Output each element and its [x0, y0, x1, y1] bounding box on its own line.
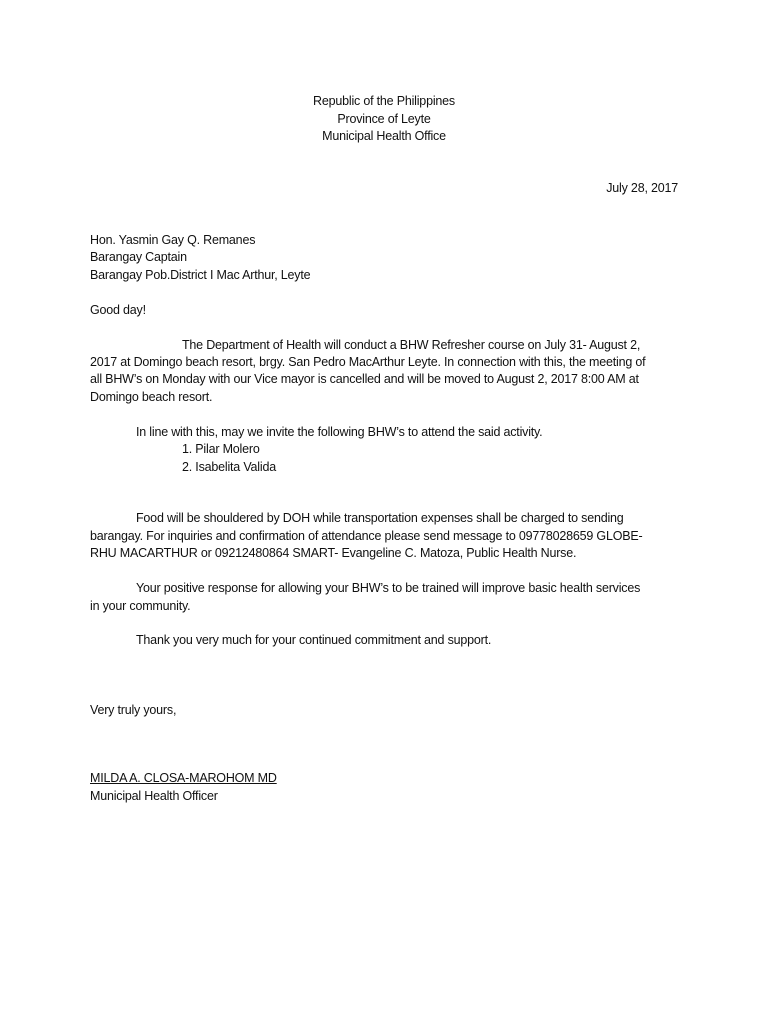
header-province: Province of Leyte	[337, 112, 431, 126]
paragraph3-line: in your community.	[90, 599, 191, 613]
invitee-item: 2. Isabelita Valida	[182, 460, 276, 474]
paragraph1-line: all BHW’s on Monday with our Vice mayor is cancelled and will be moved to August 2, 2017 8:00 AM at	[90, 372, 639, 386]
paragraph1-line: 2017 at Domingo beach resort, brgy. San Pedro MacArthur Leyte. In connection with this, the meeting of	[90, 355, 646, 369]
signatory-title: Municipal Health Officer	[90, 789, 218, 803]
closing: Very truly yours,	[90, 703, 177, 717]
header-country: Republic of the Philippines	[313, 94, 455, 108]
paragraph2-line: barangay. For inquiries and confirmation of attendance please send message to 09778028659 GLOBE-	[90, 529, 643, 543]
paragraph2-line: Food will be shouldered by DOH while transportation expenses shall be charged to sending	[136, 511, 624, 525]
paragraph1-line: Domingo beach resort.	[90, 390, 213, 404]
signatory-name: MILDA A. CLOSA-MAROHOM MD	[90, 771, 277, 785]
invitee-item: 1. Pilar Molero	[182, 442, 260, 456]
letter-date: July 28, 2017	[606, 181, 678, 195]
invite-line: In line with this, may we invite the following BHW’s to attend the said activity.	[136, 425, 543, 439]
recipient-address: Barangay Pob.District I Mac Arthur, Leyte	[90, 268, 311, 282]
paragraph2-line: RHU MACARTHUR or 09212480864 SMART- Evangeline C. Matoza, Public Health Nurse.	[90, 546, 577, 560]
header-office: Municipal Health Office	[322, 129, 446, 143]
greeting: Good day!	[90, 303, 146, 317]
recipient-name: Hon. Yasmin Gay Q. Remanes	[90, 233, 256, 247]
thanks-line: Thank you very much for your continued commitment and support.	[136, 633, 492, 647]
paragraph3-line: Your positive response for allowing your BHW’s to be trained will improve basic health services	[136, 581, 641, 595]
paragraph1-line: The Department of Health will conduct a BHW Refresher course on July 31- August 2,	[182, 338, 641, 352]
recipient-title: Barangay Captain	[90, 250, 187, 264]
